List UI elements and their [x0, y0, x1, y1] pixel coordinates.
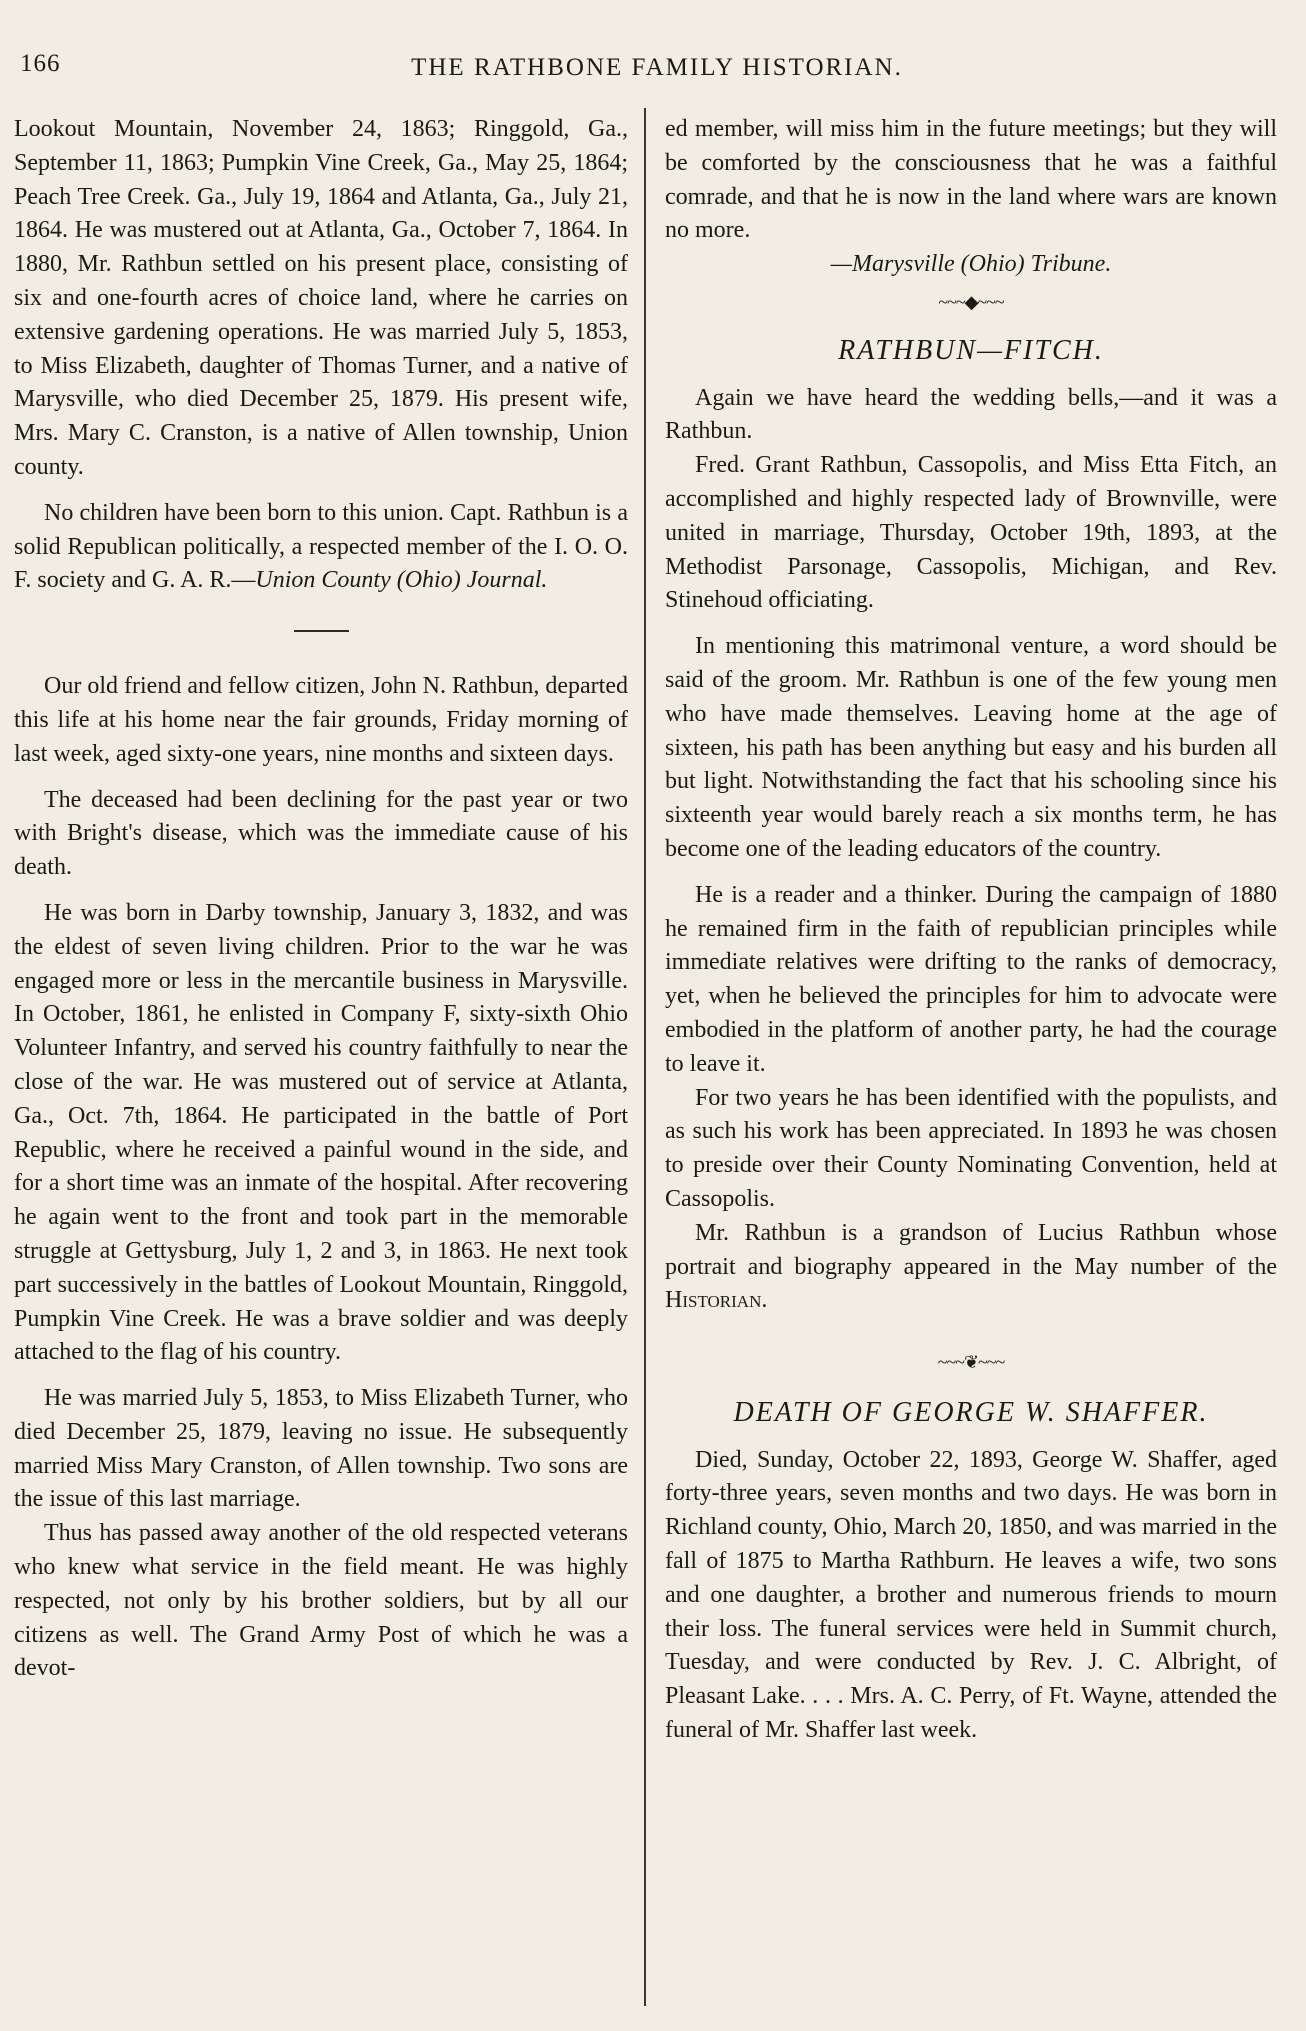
running-title: THE RATHBONE FAMILY HISTORIAN. [411, 54, 903, 81]
ornament-divider: ~~~◆~~~ [938, 291, 1004, 312]
paragraph: Died, Sunday, October 22, 1893, George W. Shaffer, aged forty-three years, seven months and two days. He was born in Richland county, Ohio, March 20, 1850, and was married in the fall of 1875 to Martha Rathburn. He leaves a wife, two sons and one daughter, a brother and numerous friends to mourn their loss. The funeral services were held in Summit church, Tuesday, and were conducted by Rev. J. C. Albright, of Pleasant Lake. . . . Mrs. A. C. Perry, of Ft. Wayne, attended the funeral of Mr. Shaffer last week. [665, 1446, 1277, 1744]
left-column [14, 113, 628, 1686]
publication-name: Historian. [665, 1287, 768, 1314]
article-heading: RATHBUN—FITCH. [838, 334, 1104, 366]
paragraph: He is a reader and a thinker. During the campaign of 1880 he remained firm in the faith of republician principles while immediate relatives were drifting to the ranks of democracy, yet, when he believed the principles for him to advocate were embodied in the platform of another party, he had the courage to leave it. [665, 881, 1277, 1077]
paragraph: He was born in Darby township, January 3, 1832, and was the eldest of seven living children. Prior to the war he was engaged more or less in the mercantile business in Marysville. In October, 1861, he enlisted in Company F, sixty-sixth Ohio Volunteer Infantry, and served his country faithfully to near the close of the war. He was mustered out of service at Atlanta, Ga., Oct. 7th, 1864. He participated in the battle of Port Republic, where he received a painful wound in the side, and for a short time was an inmate of the hospital. After recovering he again went to the front and took part in the memorable struggle at Gettysburg, July 1, 2 and 3, in 1863. He next took part successively in the battles of Lookout Mountain, Ringgold, Pumpkin Vine Creek. He was a brave soldier and was deeply attached to the flag of his country. [14, 899, 628, 1366]
right-column [665, 113, 1277, 1748]
paragraph: The deceased had been declining for the past year or two with Bright's disease, which was the immediate cause of his death. [14, 786, 628, 881]
paragraph: Our old friend and fellow citizen, John N. Rathbun, departed this life at his home near the fair grounds, Friday morning of last week, aged sixty-one years, nine months and sixteen days. [14, 673, 628, 767]
paragraph-text: Mr. Rathbun is a grandson of Lucius Rathbun whose portrait and biography appeared in the May number of the [665, 1219, 1277, 1280]
paragraph: Fred. Grant Rathbun, Cassopolis, and Miss Etta Fitch, an accomplished and highly respected lady of Brownville, were united in marriage, Thursday, October 19th, 1893, at the Methodist Parsonage, Cassopolis, Michigan, and Rev. Stinehoud officiating. [665, 452, 1277, 614]
paragraph-text: No children have been born to this union. Capt. Rathbun is a solid Republican politically, a respected member of the I. O. O. F. society and G. A. R.— [14, 499, 628, 594]
paragraph: For two years he has been identified with the populists, and as such his work has been appreciated. In 1893 he was chosen to preside over their County Nominating Convention, held at Cassopolis. [665, 1084, 1277, 1212]
column-divider [644, 108, 646, 2006]
paragraph [14, 497, 628, 598]
source-citation-line [665, 248, 1277, 282]
page-header [12, 50, 1302, 90]
paragraph: In mentioning this matrimonal venture, a word should be said of the groom. Mr. Rathbun is one of the few young men who have made themselves. Leaving home at the age of sixteen, his path has been anything but easy and his burden all but light. Notwithstanding the fact that his schooling since his sixteenth year would barely reach a six months term, he has become one of the leading educators of the country. [665, 633, 1277, 862]
source-citation: —Marysville (Ohio) Tribune. [830, 251, 1112, 278]
source-citation: Union County (Ohio) Journal. [255, 567, 548, 594]
paragraph: Again we have heard the wedding bells,—and it was a Rathbun. [665, 384, 1277, 445]
paragraph [665, 1217, 1277, 1318]
section-divider [294, 630, 349, 632]
article-heading: DEATH OF GEORGE W. SHAFFER. [733, 1396, 1209, 1428]
paragraph: He was married July 5, 1853, to Miss Elizabeth Turner, who died December 25, 1879, leaving no issue. He subsequently married Miss Mary Cranston, of Allen township. Two sons are the issue of this last marriage. [14, 1385, 628, 1513]
paragraph: ed member, will miss him in the future meetings; but they will be comforted by the consciousness that he was a faithful comrade, and that he is now in the land where wars are known no more. [665, 116, 1277, 244]
paragraph: Lookout Mountain, November 24, 1863; Ringgold, Ga., September 11, 1863; Pumpkin Vine Creek, Ga., May 25, 1864; Peach Tree Creek. Ga., July 19, 1864 and Atlanta, Ga., July 21, 1864. He was mustered out at Atlanta, Ga., October 7, 1864. In 1880, Mr. Rathbun settled on his present place, consisting of six and one-fourth acres of choice land, where he carries on extensive gardening operations. He was married July 5, 1853, to Miss Elizabeth, daughter of Thomas Turner, and a native of Marysville, who died December 25, 1879. His present wife, Mrs. Mary C. Cranston, is a native of Allen township, Union county. [14, 116, 628, 480]
paragraph: Thus has passed away another of the old respected veterans who knew what service in the field meant. He was highly respected, not only by his brother soldiers, but by all our citizens as well. The Grand Army Post of which he was a devot- [14, 1520, 628, 1682]
ornament-divider: ~~~❦~~~ [937, 1352, 1005, 1373]
page-number: 166 [20, 50, 61, 77]
